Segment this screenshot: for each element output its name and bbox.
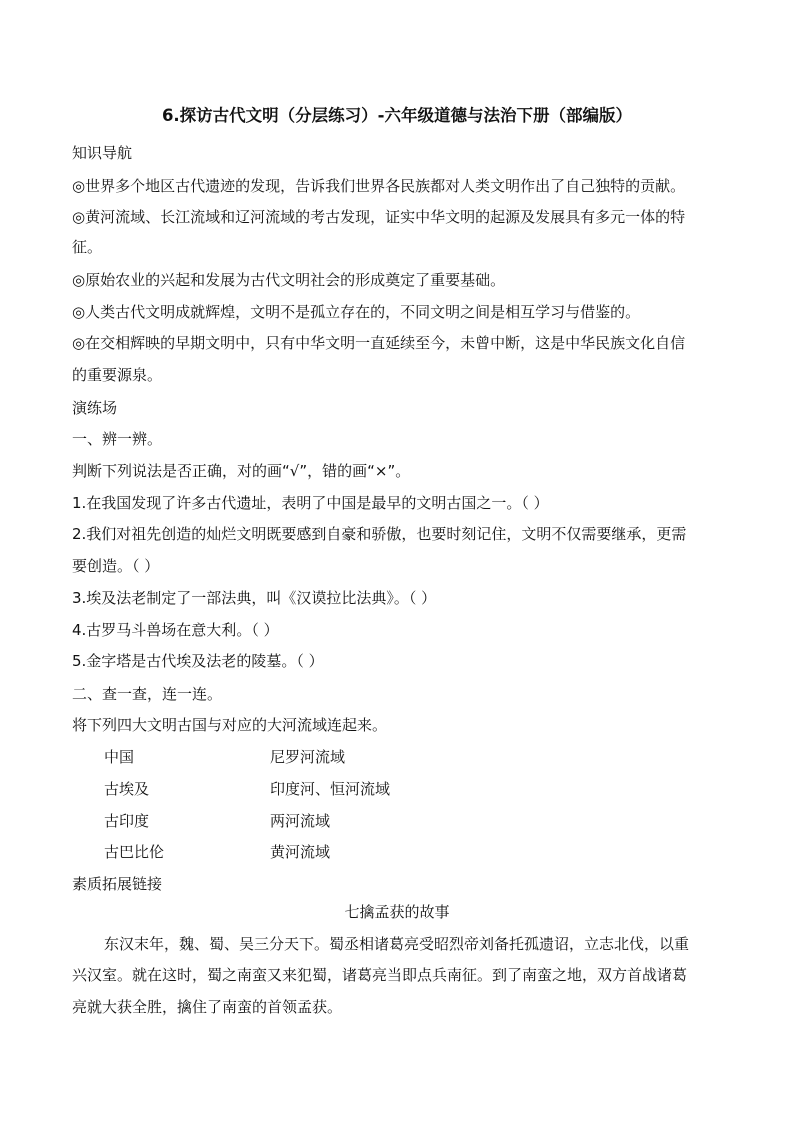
country-item: 古埃及 xyxy=(104,780,150,798)
knowledge-point: ◎人类古代文明成就辉煌，文明不是孤立存在的，不同文明之间是相互学习与借鉴的。 xyxy=(72,303,641,321)
knowledge-point: ◎世界多个地区古代遗迹的发现，告诉我们世界各民族都对人类文明作出了自己独特的贡献。 xyxy=(72,177,686,195)
river-item: 印度河、恒河流域 xyxy=(270,780,391,798)
knowledge-point: 征。 xyxy=(72,238,103,256)
practice-heading: 演练场 xyxy=(72,399,118,417)
judgement-question: 5.金字塔是古代埃及法老的陵墓。（ ） xyxy=(72,652,324,670)
knowledge-point: ◎在交相辉映的早期文明中，只有中华文明一直延续至今，未曾中断，这是中华民族文化自信 xyxy=(72,334,686,352)
judgement-question: 1.在我国发现了许多古代遗址，表明了中国是最早的文明古国之一。（ ） xyxy=(72,494,549,512)
page-title: 6.探访古代文明（分层练习）-六年级道德与法治下册（部编版） xyxy=(161,106,633,125)
story-paragraph-line: 兴汉室。就在这时，蜀之南蛮又来犯蜀，诸葛亮当即点兵南征。到了南蛮之地，双方首战诸葛 xyxy=(72,966,688,984)
country-item: 古印度 xyxy=(104,812,150,830)
section1-heading: 一、辨一辨。 xyxy=(72,430,163,448)
judgement-question: 3.埃及法老制定了一部法典，叫《汉谟拉比法典》。（ ） xyxy=(72,589,437,607)
section2-instruction: 将下列四大文明古国与对应的大河流域连起来。 xyxy=(72,716,388,734)
extension-heading: 素质拓展链接 xyxy=(72,875,163,893)
story-paragraph-line: 亮就大获全胜，擒住了南蛮的首领孟获。 xyxy=(72,998,343,1016)
judgement-question: 要创造。（ ） xyxy=(72,557,160,575)
knowledge-heading: 知识导航 xyxy=(72,144,133,162)
country-item: 中国 xyxy=(104,748,135,766)
story-title: 七擒孟获的故事 xyxy=(344,903,450,921)
judgement-question: 2.我们对祖先创造的灿烂文明既要感到自豪和骄傲，也要时刻记住，文明不仅需要继承，更需 xyxy=(72,525,687,543)
knowledge-point: ◎黄河流域、长江流域和辽河流域的考古发现，证实中华文明的起源及发展具有多元一体的特 xyxy=(72,208,686,226)
river-item: 尼罗河流域 xyxy=(270,748,346,766)
river-item: 两河流域 xyxy=(270,812,331,830)
river-item: 黄河流域 xyxy=(270,843,331,861)
judgement-question: 4.古罗马斗兽场在意大利。（ ） xyxy=(72,621,279,639)
section1-instruction: 判断下列说法是否正确，对的画“√”，错的画“×”。 xyxy=(72,462,411,480)
story-paragraph-line: 东汉末年，魏、蜀、吴三分天下。蜀丞相诸葛亮受昭烈帝刘备托孤遗诏，立志北伐，以重 xyxy=(104,935,690,953)
country-item: 古巴比伦 xyxy=(104,843,165,861)
knowledge-point: 的重要源泉。 xyxy=(72,366,163,384)
knowledge-point: ◎原始农业的兴起和发展为古代文明社会的形成奠定了重要基础。 xyxy=(72,271,506,289)
section2-heading: 二、查一查，连一连。 xyxy=(72,685,223,703)
